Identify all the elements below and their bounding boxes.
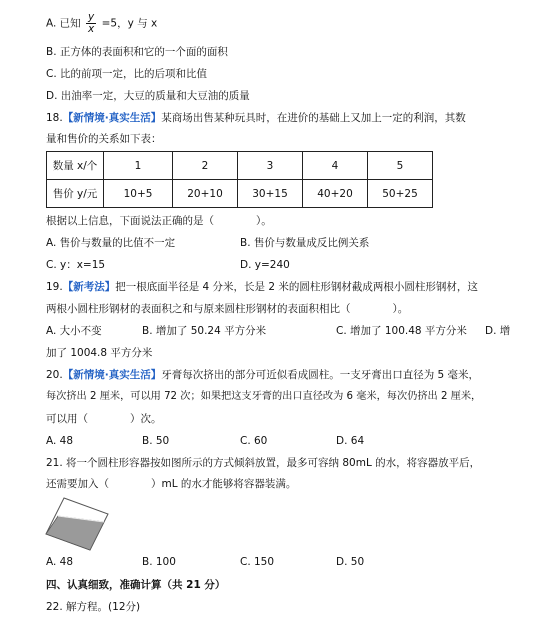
q17-option-c: C. 比的前项一定，比的后项和比值 bbox=[46, 68, 208, 80]
q19-option-d-continued: 加了 1004.8 平方分米 bbox=[46, 347, 153, 359]
q19-option-c: C. 增加了 100.48 平方分米 bbox=[336, 325, 467, 337]
q18-stem-line2: 量和售价的关系如下表： bbox=[46, 133, 162, 145]
table-row bbox=[47, 152, 433, 180]
q20-stem-line1: 20.【新情境·真实生活】牙膏每次挤出的部分可近似看成圆柱。一支牙膏出口直径为 5 毫米， bbox=[46, 369, 480, 381]
q18-option-b: B. 售价与数量成反比例关系 bbox=[240, 237, 370, 249]
q18-tag: 【新情境·真实生活】 bbox=[62, 112, 162, 124]
q20-tag: 【新情境·真实生活】 bbox=[62, 369, 162, 381]
q17-option-b: B. 正方体的表面积和它的一个面的面积 bbox=[46, 46, 228, 58]
section-heading: 四、认真细致，准确计算（共 21 分） bbox=[46, 579, 226, 591]
table-cell: 20+10 bbox=[173, 180, 238, 208]
q18-option-d: D. y=240 bbox=[240, 259, 290, 271]
table-cell: 30+15 bbox=[238, 180, 303, 208]
table-cell: 10+5 bbox=[104, 180, 173, 208]
q18-option-a: A. 售价与数量的比值不一定 bbox=[46, 237, 176, 249]
q20-option-c: C. 60 bbox=[240, 435, 268, 447]
q21-option-a: A. 48 bbox=[46, 556, 74, 568]
table-cell: 5 bbox=[368, 152, 433, 180]
q18-option-c: C. y：x=15 bbox=[46, 259, 106, 271]
q21-option-d: D. 50 bbox=[336, 556, 365, 568]
q18-prompt: 根据以上信息，下面说法正确的是（ ）。 bbox=[46, 215, 272, 227]
tilted-cylinder-figure bbox=[44, 496, 110, 552]
q19-stem-line2: 两根小圆柱形钢材的表面积之和与原来圆柱形钢材的表面积相比（ ）。 bbox=[46, 303, 409, 315]
table-header-cell: 数量 x/个 bbox=[47, 152, 104, 180]
q17-option-d: D. 出油率一定，大豆的质量和大豆油的质量 bbox=[46, 90, 250, 102]
q21-option-b: B. 100 bbox=[142, 556, 176, 568]
table-cell: 1 bbox=[104, 152, 173, 180]
table-header-cell: 售价 y/元 bbox=[47, 180, 104, 208]
table-cell: 40+20 bbox=[303, 180, 368, 208]
q18-stem-line1: 18.【新情境·真实生活】某商场出售某种玩具时，在进价的基础上又加上一定的利润，其数 bbox=[46, 112, 466, 124]
q19-option-b: B. 增加了 50.24 平方分米 bbox=[142, 325, 267, 337]
q20-option-d: D. 64 bbox=[336, 435, 365, 447]
table-cell: 50+25 bbox=[368, 180, 433, 208]
table-cell: 3 bbox=[238, 152, 303, 180]
q20-stem-line3: 可以用（ ）次。 bbox=[46, 413, 162, 425]
q19-stem-line1: 19.【新考法】把一根底面半径是 4 分米，长是 2 米的圆柱形钢材截成两根小圆柱形钢材，这 bbox=[46, 281, 478, 293]
q21-stem-line1: 21. 将一个圆柱形容器按如图所示的方式倾斜放置，最多可容纳 80mL 的水，将容器放平后， bbox=[46, 457, 481, 469]
table-row bbox=[47, 180, 433, 208]
table-cell: 2 bbox=[173, 152, 238, 180]
q19-option-d: D. 增 bbox=[485, 325, 511, 337]
table-cell: 4 bbox=[303, 152, 368, 180]
q20-option-a: A. 48 bbox=[46, 435, 74, 447]
q19-tag: 【新考法】 bbox=[62, 281, 116, 293]
q21-option-c: C. 150 bbox=[240, 556, 275, 568]
q17-option-a: A. 已知 $\frac{y}{x}$ =5，y 与 x bbox=[46, 11, 158, 35]
fraction-y-over-x: $\frac{y}{x}$ bbox=[88, 11, 95, 35]
q22-stem: 22. 解方程。(12分) bbox=[46, 601, 141, 613]
q20-option-b: B. 50 bbox=[142, 435, 170, 447]
q19-option-a: A. 大小不变 bbox=[46, 325, 102, 337]
q20-stem-line2: 每次挤出 2 厘米，可以用 72 次；如果把这支牙膏的出口直径改为 6 毫米，每次仍挤出 2 厘米， bbox=[46, 391, 482, 402]
q21-stem-line2: 还需要加入（ ）mL 的水才能够将容器装满。 bbox=[46, 478, 297, 490]
price-quantity-table bbox=[46, 151, 433, 208]
